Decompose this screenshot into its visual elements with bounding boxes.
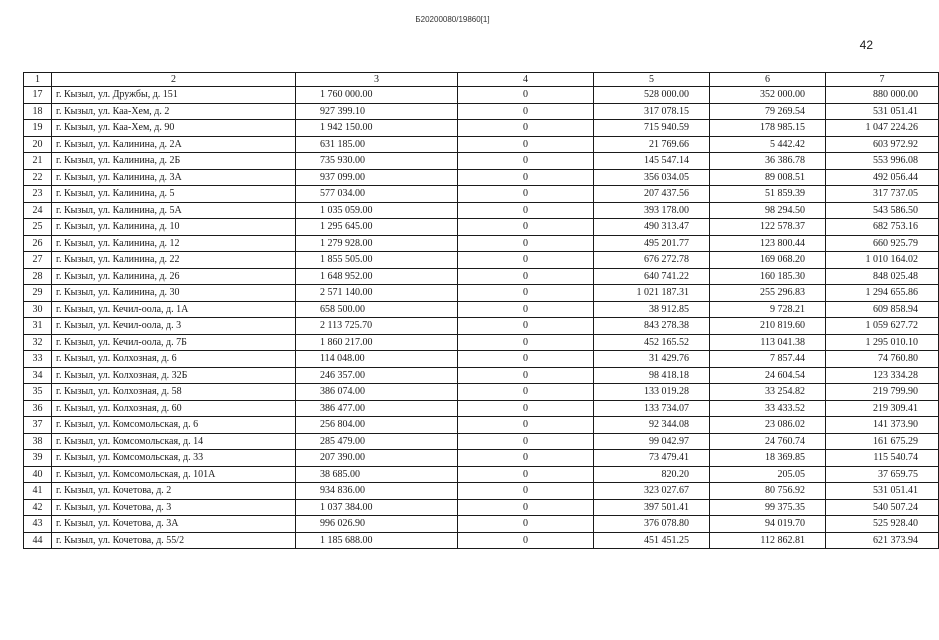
value-col4: 0 xyxy=(458,186,594,203)
value-col5: 317 078.15 xyxy=(594,103,710,120)
table-row xyxy=(24,120,939,137)
value-col6: 36 386.78 xyxy=(710,153,826,170)
value-col7: 317 737.05 xyxy=(826,186,939,203)
value-col6: 169 068.20 xyxy=(710,252,826,269)
value-col3: 1 760 000.00 xyxy=(296,87,458,104)
value-col4: 0 xyxy=(458,318,594,335)
address-cell: г. Кызыл, ул. Калинина, д. 26 xyxy=(52,268,296,285)
column-header: 3 xyxy=(296,73,458,87)
address-cell: г. Кызыл, ул. Кечил-оола, д. 7Б xyxy=(52,334,296,351)
value-col7: 682 753.16 xyxy=(826,219,939,236)
address-cell: г. Кызыл, ул. Комсомольская, д. 14 xyxy=(52,433,296,450)
row-number: 34 xyxy=(24,367,52,384)
value-col3: 577 034.00 xyxy=(296,186,458,203)
value-col5: 323 027.67 xyxy=(594,483,710,500)
value-col4: 0 xyxy=(458,235,594,252)
value-col3: 934 836.00 xyxy=(296,483,458,500)
row-number: 29 xyxy=(24,285,52,302)
value-col6: 18 369.85 xyxy=(710,450,826,467)
table-row xyxy=(24,483,939,500)
value-col3: 1 648 952.00 xyxy=(296,268,458,285)
address-cell: г. Кызыл, ул. Комсомольская, д. 33 xyxy=(52,450,296,467)
table-row xyxy=(24,186,939,203)
value-col6: 23 086.02 xyxy=(710,417,826,434)
value-col3: 1 295 645.00 xyxy=(296,219,458,236)
value-col7: 540 507.24 xyxy=(826,499,939,516)
value-col7: 1 295 010.10 xyxy=(826,334,939,351)
value-col3: 386 477.00 xyxy=(296,400,458,417)
value-col6: 98 294.50 xyxy=(710,202,826,219)
value-col3: 246 357.00 xyxy=(296,367,458,384)
value-col6: 33 433.52 xyxy=(710,400,826,417)
value-col4: 0 xyxy=(458,169,594,186)
value-col6: 9 728.21 xyxy=(710,301,826,318)
row-number: 17 xyxy=(24,87,52,104)
row-number: 19 xyxy=(24,120,52,137)
value-col7: 660 925.79 xyxy=(826,235,939,252)
value-col4: 0 xyxy=(458,466,594,483)
table-row xyxy=(24,384,939,401)
value-col5: 676 272.78 xyxy=(594,252,710,269)
column-header: 4 xyxy=(458,73,594,87)
value-col6: 160 185.30 xyxy=(710,268,826,285)
value-col4: 0 xyxy=(458,367,594,384)
table-row xyxy=(24,103,939,120)
value-col5: 92 344.08 xyxy=(594,417,710,434)
value-col7: 219 799.90 xyxy=(826,384,939,401)
document-id: Б20200080/19860[1] xyxy=(415,15,490,24)
address-cell: г. Кызыл, ул. Кечил-оола, д. 3 xyxy=(52,318,296,335)
value-col4: 0 xyxy=(458,153,594,170)
value-col6: 51 859.39 xyxy=(710,186,826,203)
value-col6: 122 578.37 xyxy=(710,219,826,236)
value-col6: 5 442.42 xyxy=(710,136,826,153)
value-col4: 0 xyxy=(458,301,594,318)
table-row xyxy=(24,417,939,434)
value-col5: 73 479.41 xyxy=(594,450,710,467)
value-col7: 492 056.44 xyxy=(826,169,939,186)
value-col7: 1 294 655.86 xyxy=(826,285,939,302)
value-col5: 1 021 187.31 xyxy=(594,285,710,302)
column-header: 6 xyxy=(710,73,826,87)
address-cell: г. Кызыл, ул. Колхозная, д. 6 xyxy=(52,351,296,368)
value-col4: 0 xyxy=(458,87,594,104)
value-col7: 219 309.41 xyxy=(826,400,939,417)
row-number: 32 xyxy=(24,334,52,351)
value-col6: 33 254.82 xyxy=(710,384,826,401)
value-col4: 0 xyxy=(458,532,594,549)
table-row xyxy=(24,499,939,516)
value-col6: 255 296.83 xyxy=(710,285,826,302)
value-col7: 123 334.28 xyxy=(826,367,939,384)
value-col7: 621 373.94 xyxy=(826,532,939,549)
value-col5: 715 940.59 xyxy=(594,120,710,137)
table-row xyxy=(24,87,939,104)
row-number: 39 xyxy=(24,450,52,467)
value-col4: 0 xyxy=(458,285,594,302)
value-col4: 0 xyxy=(458,400,594,417)
row-number: 37 xyxy=(24,417,52,434)
value-col3: 2 571 140.00 xyxy=(296,285,458,302)
address-cell: г. Кызыл, ул. Калинина, д. 5А xyxy=(52,202,296,219)
row-number: 22 xyxy=(24,169,52,186)
table-row xyxy=(24,318,939,335)
value-col3: 1 860 217.00 xyxy=(296,334,458,351)
table-row xyxy=(24,153,939,170)
value-col7: 880 000.00 xyxy=(826,87,939,104)
value-col4: 0 xyxy=(458,499,594,516)
value-col3: 207 390.00 xyxy=(296,450,458,467)
value-col6: 94 019.70 xyxy=(710,516,826,533)
value-col5: 528 000.00 xyxy=(594,87,710,104)
row-number: 43 xyxy=(24,516,52,533)
value-col3: 937 099.00 xyxy=(296,169,458,186)
row-number: 18 xyxy=(24,103,52,120)
value-col4: 0 xyxy=(458,334,594,351)
value-col5: 393 178.00 xyxy=(594,202,710,219)
column-header: 1 xyxy=(24,73,52,87)
value-col6: 123 800.44 xyxy=(710,235,826,252)
address-cell: г. Кызыл, ул. Комсомольская, д. 6 xyxy=(52,417,296,434)
value-col5: 133 734.07 xyxy=(594,400,710,417)
address-cell: г. Кызыл, ул. Каа-Хем, д. 90 xyxy=(52,120,296,137)
table-row xyxy=(24,235,939,252)
value-col6: 178 985.15 xyxy=(710,120,826,137)
value-col6: 7 857.44 xyxy=(710,351,826,368)
address-cell: г. Кызыл, ул. Калинина, д. 10 xyxy=(52,219,296,236)
value-col5: 452 165.52 xyxy=(594,334,710,351)
value-col6: 79 269.54 xyxy=(710,103,826,120)
value-col7: 553 996.08 xyxy=(826,153,939,170)
value-col7: 531 051.41 xyxy=(826,103,939,120)
table-row xyxy=(24,268,939,285)
value-col7: 37 659.75 xyxy=(826,466,939,483)
value-col5: 640 741.22 xyxy=(594,268,710,285)
table-row xyxy=(24,252,939,269)
value-col7: 525 928.40 xyxy=(826,516,939,533)
value-col5: 356 034.05 xyxy=(594,169,710,186)
value-col3: 927 399.10 xyxy=(296,103,458,120)
value-col5: 31 429.76 xyxy=(594,351,710,368)
column-header: 5 xyxy=(594,73,710,87)
value-col3: 658 500.00 xyxy=(296,301,458,318)
row-number: 31 xyxy=(24,318,52,335)
value-col4: 0 xyxy=(458,483,594,500)
column-header: 2 xyxy=(52,73,296,87)
page-number: 42 xyxy=(859,38,873,52)
row-number: 25 xyxy=(24,219,52,236)
address-cell: г. Кызыл, ул. Калинина, д. 22 xyxy=(52,252,296,269)
address-cell: г. Кызыл, ул. Кочетова, д. 3 xyxy=(52,499,296,516)
table-row xyxy=(24,136,939,153)
value-col4: 0 xyxy=(458,103,594,120)
address-cell: г. Кызыл, ул. Колхозная, д. 60 xyxy=(52,400,296,417)
value-col5: 99 042.97 xyxy=(594,433,710,450)
value-col4: 0 xyxy=(458,450,594,467)
value-col3: 1 037 384.00 xyxy=(296,499,458,516)
value-col4: 0 xyxy=(458,351,594,368)
value-col7: 603 972.92 xyxy=(826,136,939,153)
table-row xyxy=(24,285,939,302)
value-col4: 0 xyxy=(458,136,594,153)
value-col4: 0 xyxy=(458,417,594,434)
row-number: 23 xyxy=(24,186,52,203)
value-col6: 89 008.51 xyxy=(710,169,826,186)
row-number: 26 xyxy=(24,235,52,252)
row-number: 41 xyxy=(24,483,52,500)
value-col3: 735 930.00 xyxy=(296,153,458,170)
value-col4: 0 xyxy=(458,202,594,219)
column-header: 7 xyxy=(826,73,939,87)
row-number: 27 xyxy=(24,252,52,269)
value-col6: 113 041.38 xyxy=(710,334,826,351)
row-number: 33 xyxy=(24,351,52,368)
address-cell: г. Кызыл, ул. Комсомольская, д. 101А xyxy=(52,466,296,483)
value-col3: 256 804.00 xyxy=(296,417,458,434)
address-cell: г. Кызыл, ул. Кочетова, д. 2 xyxy=(52,483,296,500)
value-col5: 843 278.38 xyxy=(594,318,710,335)
address-cell: г. Кызыл, ул. Кочетова, д. 3А xyxy=(52,516,296,533)
address-cell: г. Кызыл, ул. Калинина, д. 3А xyxy=(52,169,296,186)
value-col5: 376 078.80 xyxy=(594,516,710,533)
row-number: 28 xyxy=(24,268,52,285)
value-col6: 24 760.74 xyxy=(710,433,826,450)
value-col3: 386 074.00 xyxy=(296,384,458,401)
value-col5: 495 201.77 xyxy=(594,235,710,252)
value-col5: 145 547.14 xyxy=(594,153,710,170)
table-row xyxy=(24,466,939,483)
table-row xyxy=(24,351,939,368)
value-col5: 21 769.66 xyxy=(594,136,710,153)
value-col4: 0 xyxy=(458,219,594,236)
value-col6: 210 819.60 xyxy=(710,318,826,335)
table-row xyxy=(24,450,939,467)
value-col3: 38 685.00 xyxy=(296,466,458,483)
value-col5: 38 912.85 xyxy=(594,301,710,318)
value-col7: 1 047 224.26 xyxy=(826,120,939,137)
value-col5: 207 437.56 xyxy=(594,186,710,203)
table-row xyxy=(24,301,939,318)
table-row xyxy=(24,532,939,549)
address-cell: г. Кызыл, ул. Каа-Хем, д. 2 xyxy=(52,103,296,120)
value-col6: 99 375.35 xyxy=(710,499,826,516)
table-header-row xyxy=(24,73,939,87)
value-col5: 133 019.28 xyxy=(594,384,710,401)
value-col7: 1 059 627.72 xyxy=(826,318,939,335)
table-row xyxy=(24,433,939,450)
row-number: 24 xyxy=(24,202,52,219)
row-number: 38 xyxy=(24,433,52,450)
value-col3: 2 113 725.70 xyxy=(296,318,458,335)
value-col7: 161 675.29 xyxy=(826,433,939,450)
value-col3: 1 855 505.00 xyxy=(296,252,458,269)
table-row xyxy=(24,334,939,351)
table-row xyxy=(24,516,939,533)
value-col3: 1 185 688.00 xyxy=(296,532,458,549)
value-col7: 141 373.90 xyxy=(826,417,939,434)
row-number: 20 xyxy=(24,136,52,153)
value-col7: 609 858.94 xyxy=(826,301,939,318)
address-cell: г. Кызыл, ул. Дружбы, д. 151 xyxy=(52,87,296,104)
value-col3: 1 942 150.00 xyxy=(296,120,458,137)
value-col6: 24 604.54 xyxy=(710,367,826,384)
value-col3: 285 479.00 xyxy=(296,433,458,450)
value-col7: 543 586.50 xyxy=(826,202,939,219)
row-number: 35 xyxy=(24,384,52,401)
value-col3: 1 279 928.00 xyxy=(296,235,458,252)
value-col5: 451 451.25 xyxy=(594,532,710,549)
row-number: 36 xyxy=(24,400,52,417)
address-cell: г. Кызыл, ул. Кочетова, д. 55/2 xyxy=(52,532,296,549)
value-col3: 1 035 059.00 xyxy=(296,202,458,219)
value-col6: 205.05 xyxy=(710,466,826,483)
value-col7: 115 540.74 xyxy=(826,450,939,467)
value-col6: 80 756.92 xyxy=(710,483,826,500)
address-cell: г. Кызыл, ул. Калинина, д. 5 xyxy=(52,186,296,203)
table-row xyxy=(24,169,939,186)
address-cell: г. Кызыл, ул. Калинина, д. 12 xyxy=(52,235,296,252)
address-cell: г. Кызыл, ул. Колхозная, д. 32Б xyxy=(52,367,296,384)
value-col5: 820.20 xyxy=(594,466,710,483)
value-col3: 631 185.00 xyxy=(296,136,458,153)
value-col4: 0 xyxy=(458,252,594,269)
value-col5: 397 501.41 xyxy=(594,499,710,516)
value-col7: 848 025.48 xyxy=(826,268,939,285)
value-col4: 0 xyxy=(458,516,594,533)
data-table xyxy=(23,72,939,549)
row-number: 42 xyxy=(24,499,52,516)
value-col6: 112 862.81 xyxy=(710,532,826,549)
address-cell: г. Кызыл, ул. Калинина, д. 2А xyxy=(52,136,296,153)
row-number: 30 xyxy=(24,301,52,318)
value-col7: 74 760.80 xyxy=(826,351,939,368)
value-col6: 352 000.00 xyxy=(710,87,826,104)
address-cell: г. Кызыл, ул. Кечил-оола, д. 1А xyxy=(52,301,296,318)
value-col3: 114 048.00 xyxy=(296,351,458,368)
row-number: 44 xyxy=(24,532,52,549)
value-col3: 996 026.90 xyxy=(296,516,458,533)
table-row xyxy=(24,367,939,384)
value-col4: 0 xyxy=(458,268,594,285)
value-col5: 98 418.18 xyxy=(594,367,710,384)
address-cell: г. Кызыл, ул. Колхозная, д. 58 xyxy=(52,384,296,401)
address-cell: г. Кызыл, ул. Калинина, д. 2Б xyxy=(52,153,296,170)
table-row xyxy=(24,219,939,236)
value-col4: 0 xyxy=(458,433,594,450)
table-row xyxy=(24,400,939,417)
value-col4: 0 xyxy=(458,384,594,401)
value-col4: 0 xyxy=(458,120,594,137)
row-number: 40 xyxy=(24,466,52,483)
address-cell: г. Кызыл, ул. Калинина, д. 30 xyxy=(52,285,296,302)
row-number: 21 xyxy=(24,153,52,170)
table-row xyxy=(24,202,939,219)
value-col7: 1 010 164.02 xyxy=(826,252,939,269)
value-col7: 531 051.41 xyxy=(826,483,939,500)
value-col5: 490 313.47 xyxy=(594,219,710,236)
